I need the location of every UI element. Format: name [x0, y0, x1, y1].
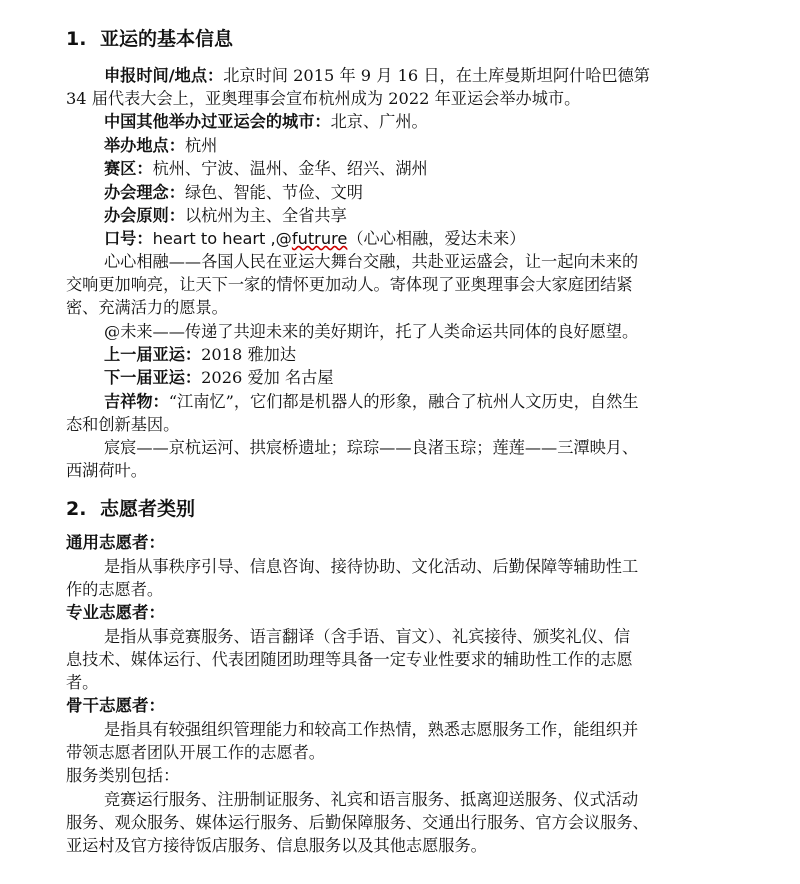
- principle-line: [104, 204, 347, 228]
- section-number: 2.: [66, 498, 87, 520]
- apply-line-2: 34 届代表大会上，亚奥理事会宣布杭州成为 2022 年亚运会举办城市。: [66, 89, 581, 108]
- section-title: 亚运的基本信息: [100, 28, 234, 50]
- next-games-line: [104, 366, 334, 390]
- other-cities-text: 北京、广州。: [330, 112, 428, 131]
- pro-volunteer-label: 专业志愿者：: [66, 603, 165, 622]
- mascot-line-2: 态和创新基因。: [66, 415, 180, 434]
- core-volunteer-label: 骨干志愿者：: [66, 696, 165, 715]
- slogan-label: 口号：: [104, 229, 153, 248]
- mascot-line-1: [104, 390, 639, 414]
- services-text-1: 竞赛运行服务、注册制证服务、礼宾和语言服务、抵离迎送服务、仪式活动: [104, 790, 639, 809]
- host-label: 举办地点：: [104, 136, 185, 155]
- host-line: [104, 134, 217, 158]
- principle-text: 以杭州为主、全省共享: [184, 206, 347, 225]
- slogan-desc-2: 交响更加响亮，让天下一家的情怀更加动人。寄体现了亚奥理事会大家庭团结紧: [66, 275, 633, 294]
- section-1-heading: [66, 24, 233, 51]
- mascot-desc-2: 西湖荷叶。: [66, 461, 147, 480]
- host-text: 杭州: [184, 136, 218, 155]
- section-number: 1.: [66, 28, 87, 50]
- mascot-label: 吉祥物：: [104, 392, 169, 411]
- prev-text: 2018 雅加达: [201, 345, 297, 364]
- mascot-desc-1: 宸宸——京杭运河、拱宸桥遗址；琮琮——良渚玉琮；莲莲——三潭映月、: [104, 438, 639, 457]
- core-text-2: 带领志愿者团队开展工作的志愿者。: [66, 743, 325, 762]
- venues-line: [104, 157, 428, 181]
- slogan-text-a: heart to heart ,@: [152, 229, 292, 248]
- services-text-2: 服务、观众服务、媒体运行服务、后勤保障服务、交通出行服务、官方会议服务、: [66, 813, 649, 832]
- services-text-3: 亚运村及官方接待饭店服务、信息服务以及其他志愿服务。: [66, 836, 487, 855]
- apply-label: 申报时间/地点：: [104, 66, 224, 85]
- general-text-1: 是指从事秩序引导、信息咨询、接待协助、文化活动、后勤保障等辅助性工: [104, 557, 639, 576]
- next-text: 2026 爱加 名古屋: [201, 368, 334, 387]
- prev-label: 上一届亚运：: [104, 345, 202, 364]
- slogan-desc-4: @未来——传递了共迎未来的美好期许，托了人类命运共同体的良好愿望。: [104, 322, 639, 341]
- mascot-text: “江南忆”，它们都是机器人的形象，融合了杭州人文历史，自然生: [168, 392, 639, 411]
- slogan-line: [104, 227, 525, 251]
- section-2-heading: [66, 494, 195, 521]
- pro-text-2: 息技术、媒体运行、代表团随团助理等具备一定专业性要求的辅助性工作的志愿: [66, 650, 633, 669]
- slogan-desc-3: 密、充满活力的愿景。: [66, 298, 228, 317]
- other-cities-label: 中国其他举办过亚运会的城市：: [104, 112, 331, 131]
- slogan-text-underlined: futrure: [291, 229, 348, 248]
- venues-label: 赛区：: [104, 159, 153, 178]
- slogan-desc-1: 心心相融——各国人民在亚运大舞台交融，共赴亚运盛会，让一起向未来的: [104, 252, 639, 271]
- concept-label: 办会理念：: [104, 183, 185, 202]
- pro-text-1: 是指从事竞赛服务、语言翻译（含手语、盲文）、礼宾接待、颁奖礼仪、信: [104, 627, 631, 646]
- section-title: 志愿者类别: [100, 498, 196, 520]
- apply-text: 北京时间 2015 年 9 月 16 日，在土库曼斯坦阿什哈巴德第: [223, 66, 650, 85]
- concept-line: [104, 181, 363, 205]
- other-cities-line: [104, 110, 428, 134]
- pro-text-3: 者。: [66, 673, 99, 692]
- concept-text: 绿色、智能、节俭、文明: [184, 183, 363, 202]
- general-text-2: 作的志愿者。: [66, 580, 164, 599]
- apply-line-1: [104, 64, 650, 88]
- services-label: 服务类别包括：: [66, 766, 180, 785]
- prev-games-line: [104, 343, 296, 367]
- next-label: 下一届亚运：: [104, 368, 202, 387]
- general-volunteer-label: 通用志愿者：: [66, 533, 165, 552]
- venues-text: 杭州、宁波、温州、金华、绍兴、湖州: [152, 159, 428, 178]
- slogan-text-b: （心心相融，爱达未来）: [347, 229, 526, 248]
- principle-label: 办会原则：: [104, 206, 185, 225]
- core-text-1: 是指具有较强组织管理能力和较高工作热情，熟悉志愿服务工作，能组织并: [104, 720, 639, 739]
